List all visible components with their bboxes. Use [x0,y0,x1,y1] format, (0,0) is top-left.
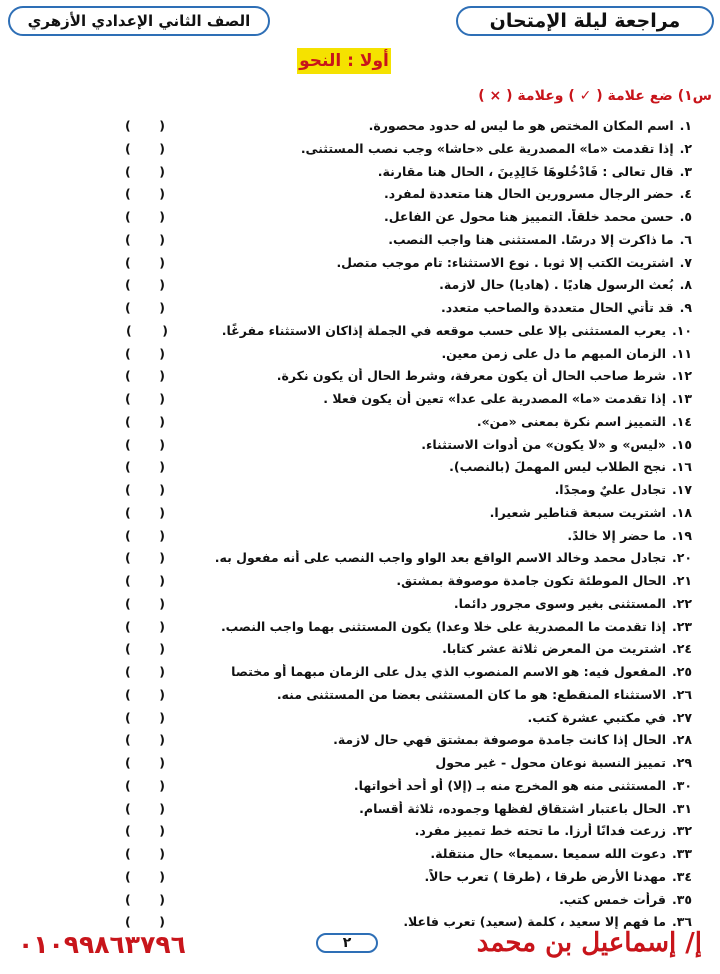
paren-close: ) [159,163,165,179]
question-number: ١٥. [671,436,692,452]
question-text [388,232,692,247]
question-body: إذا تقدمت ما المصدرية على خلا وعدا) يكون المستثنى بهما واجب النصب. [220,618,666,634]
question-text [415,823,692,838]
paren-open: ( [125,459,131,475]
question-row [0,206,720,229]
author-signature: إ/ إسماعيل بن محمد [476,928,702,958]
question-text [559,892,692,907]
paren-open: ( [125,391,131,406]
paren-open: ( [125,209,131,224]
answer-parentheses[interactable] [125,892,165,907]
paren-close: ) [159,209,165,224]
question-row [0,707,720,730]
paren-close: ) [159,140,165,156]
answer-parentheses[interactable] [125,778,165,793]
paren-close: ) [159,300,165,315]
paren-open: ( [125,800,131,816]
question-body: قال تعالى : فَادْخُلوهَا خَالِدِينَ ، الحال هنا مقارنة. [377,163,674,179]
question-row [0,183,720,206]
question-body: دعوت الله سميعا .سميعا» حال منتقلة. [430,846,666,861]
instruction-text: س١) ضع علامة ( [596,88,712,104]
x-mark-icon: × [489,88,502,104]
question-row [0,434,720,457]
question-row [0,752,720,775]
question-number: ٧. [679,254,692,270]
question-text [424,869,692,884]
paren-open: ( [125,891,131,907]
paren-close: ) [159,686,165,702]
answer-parentheses[interactable] [125,368,165,383]
question-body: تجادل عليٌ ومجدًا. [554,482,666,497]
answer-parentheses[interactable] [125,596,165,611]
paren-close: ) [159,277,165,293]
question-text [378,164,692,179]
question-body: اشتريت سبعة قناطير شعيرا. [489,504,666,520]
paren-open: ( [125,823,131,839]
paren-close: ) [159,368,165,384]
paren-close: ) [162,322,168,338]
question-number: ٤. [679,186,692,202]
review-title-badge [456,6,714,36]
answer-parentheses[interactable] [125,687,165,702]
answer-parentheses[interactable] [125,573,165,588]
question-number: ٩. [679,300,692,315]
question-text [555,482,692,497]
question-row [0,638,720,661]
question-row [0,479,720,502]
paren-open: ( [125,732,131,748]
paren-open: ( [125,550,131,566]
question-text [403,914,692,929]
question-number: ١٠. [671,322,692,338]
question-row [0,297,720,320]
question-row [0,570,720,593]
question-row [0,889,720,912]
question-row [0,820,720,843]
question-body: شرط صاحب الحال أن يكون معرفة، وشرط الحال أن يكون نكرة. [276,368,666,384]
paren-open: ( [125,300,131,315]
question-text [439,277,692,292]
paren-close: ) [159,595,165,611]
paren-open: ( [126,322,132,338]
question-body: تجادل محمد وخالد الاسم الواقع بعد الواو واجب النصب على أنه مفعول به. [214,550,666,566]
answer-parentheses[interactable] [125,232,165,247]
paren-open: ( [125,595,131,611]
question-number: ٢٧. [671,709,692,725]
question-row [0,161,720,184]
question-number: ٢٥. [671,664,692,679]
answer-parentheses[interactable] [125,823,165,838]
question-text [442,641,692,656]
question-row [0,456,720,479]
paren-close: ) [159,664,165,679]
paren-open: ( [125,277,131,293]
question-number: ١٨. [671,504,692,520]
paren-close: ) [159,709,165,725]
question-body: قد تأتي الحال متعددة والصاحب متعدد. [440,300,674,315]
paren-close: ) [159,186,165,202]
answer-parentheses[interactable] [125,801,165,816]
answer-parentheses[interactable] [125,710,165,725]
answer-parentheses[interactable] [125,482,165,497]
paren-close: ) [159,868,165,884]
question-row [0,229,720,252]
question-number: ١٢. [671,368,692,384]
question-body: حضر الرجال مسرورين الحال هنا متعددة لمفرد. [384,186,674,202]
paren-open: ( [125,527,131,543]
question-number: ٥. [679,209,692,224]
question-number: ١٦. [671,459,692,475]
question-number: ١٣. [671,391,692,406]
page-number-badge [316,933,378,953]
page-number: ٢ [342,935,352,951]
question-row [0,525,720,548]
question-number: ١٩. [671,527,692,543]
answer-parentheses[interactable] [125,869,165,884]
answer-parentheses[interactable] [125,619,165,634]
question-text [421,437,692,452]
question-row [0,616,720,639]
paren-open: ( [125,413,131,429]
paren-close: ) [159,755,165,770]
answer-parentheses[interactable] [125,846,165,861]
paren-close: ) [159,413,165,429]
question-body: الحال باعتبار اشتقاق لفظها وجموده، ثلاثة أقسام. [359,800,666,816]
paren-close: ) [159,800,165,816]
question-instruction [372,88,712,104]
answer-parentheses[interactable] [125,437,165,452]
question-row [0,547,720,570]
question-number: ٢٠. [671,550,692,566]
questions-list [0,115,720,935]
paren-open: ( [125,755,131,770]
question-text [215,550,692,565]
question-number: ٢٨. [671,732,692,748]
paren-close: ) [159,482,165,497]
answer-parentheses[interactable] [125,277,165,292]
paren-open: ( [125,482,131,497]
section-title [297,48,391,74]
grade-title: الصف الثاني الإعدادي الأزهري [27,12,251,30]
question-number: ٣٦. [671,914,692,930]
question-number: ٨. [679,277,692,293]
paren-close: ) [159,891,165,907]
question-number: ٢١. [671,573,692,588]
question-row [0,684,720,707]
question-body: الحال إذا كانت جامدة موصوفة بمشتق فهي حال لازمة. [333,732,666,748]
answer-parentheses[interactable] [125,186,165,201]
question-body: التمييز اسم نكرة بمعنى «من». [476,413,666,429]
question-body: المستثنى بغير وسوى مجرور دائما. [453,595,666,611]
question-row [0,798,720,821]
question-text [301,141,692,156]
question-text [567,528,692,543]
question-text [384,209,692,224]
paren-close: ) [159,254,165,270]
review-title: مراجعة ليلة الإمتحان [489,10,681,32]
question-body: الحال الموطئة تكون جامدة موصوفة بمشتق. [396,573,666,588]
question-body: إذا تقدمت «ما» المصدرية على عدا» تعين أن يكون فعلا . [323,391,666,406]
question-number: ٢٦. [671,686,692,702]
paren-open: ( [125,868,131,884]
question-text [222,323,692,338]
question-text [527,710,692,725]
answer-parentheses[interactable] [125,528,165,543]
paren-open: ( [125,573,131,588]
question-body: اسم المكان المختص هو ما ليس له حدود محصورة. [368,118,674,133]
question-row [0,365,720,388]
question-text [369,118,692,133]
question-row [0,343,720,366]
question-row [0,388,720,411]
paren-close: ) [159,823,165,839]
answer-parentheses[interactable] [125,755,165,770]
question-row [0,502,720,525]
paren-close: ) [159,459,165,475]
paren-open: ( [125,618,131,634]
paren-open: ( [125,118,131,133]
question-text [277,687,692,702]
paren-close: ) [159,846,165,861]
question-body: تمييز النسبة نوعان محول - غير محول [435,755,666,770]
question-body: المفعول فيه: هو الاسم المنصوب الذي يدل على الزمان مبهما أو مختصا [231,664,666,679]
question-row [0,274,720,297]
question-body: حسن محمد خلقاً. التمييز هنا محول عن الفاعل. [384,209,674,224]
question-row [0,775,720,798]
question-text [231,664,692,679]
question-number: ٣٠. [671,777,692,793]
instruction-end: ) [478,88,485,104]
paren-open: ( [125,664,131,679]
paren-close: ) [159,777,165,793]
question-number: ١١. [671,345,692,361]
paren-open: ( [125,709,131,725]
answer-parentheses[interactable] [125,209,165,224]
question-number: ١٤. [671,413,692,429]
question-text [336,255,692,270]
paren-close: ) [159,914,165,930]
question-number: ٢. [679,140,692,156]
paren-open: ( [125,163,131,179]
question-row [0,843,720,866]
question-number: ٣٤. [671,868,692,884]
question-text [449,459,692,474]
answer-parentheses[interactable] [125,346,165,361]
answer-parentheses[interactable] [125,414,165,429]
paren-open: ( [125,140,131,156]
paren-open: ( [125,846,131,861]
question-body: الزمان المبهم ما دل على زمن معين. [441,345,666,361]
question-body: المستثنى منه هو المخرج منه بـ (إلا) أو أحد أخواتها. [353,777,666,793]
question-body: ما ذاكرت إلا درسًا. المستثنى هنا واجب النصب. [388,231,674,247]
answer-parentheses[interactable] [125,391,165,406]
question-row [0,115,720,138]
paren-close: ) [159,436,165,452]
paren-close: ) [159,573,165,588]
paren-open: ( [125,504,131,520]
question-text [277,368,692,383]
question-number: ٢٣. [671,618,692,634]
question-number: ٣. [679,163,692,179]
check-mark-icon: ✓ [579,88,592,104]
question-row [0,411,720,434]
question-text [430,846,692,861]
answer-parentheses[interactable] [125,914,165,929]
paren-open: ( [125,777,131,793]
paren-open: ( [125,686,131,702]
answer-parentheses[interactable] [125,141,165,156]
question-text [221,619,692,634]
question-body: في مكتبي عشرة كتب. [527,709,666,725]
paren-open: ( [125,641,131,657]
paren-close: ) [159,504,165,520]
question-number: ٣٥. [671,891,692,907]
paren-open: ( [125,231,131,247]
question-text [454,596,692,611]
question-text [477,414,692,429]
paren-open: ( [125,436,131,452]
question-number: ٢٢. [671,595,692,611]
question-number: ٣٢. [671,823,692,839]
question-body: ما فهم إلا سعيد ، كلمة (سعيد) تعرب فاعلا. [403,914,666,930]
question-row [0,729,720,752]
answer-parentheses[interactable] [125,300,165,315]
paren-close: ) [159,345,165,361]
question-body: بُعث الرسول هاديًا . (هاديا) حال لازمة. [439,277,674,293]
paren-open: ( [125,186,131,202]
question-row [0,661,720,684]
question-row [0,320,720,343]
paren-open: ( [125,254,131,270]
paren-close: ) [159,231,165,247]
paren-close: ) [159,732,165,748]
question-text [333,732,692,747]
answer-parentheses[interactable] [125,732,165,747]
phone-number: ٠١٠٩٩٨٦٣٧٩٦ [18,930,186,959]
question-body: الاستثناء المنقطع: هو ما كان المستثنى بعضا من المستثنى منه. [276,686,666,702]
paren-open: ( [125,345,131,361]
question-number: ١٧. [671,482,692,497]
question-text [354,778,692,793]
paren-close: ) [159,118,165,133]
question-text [323,391,692,406]
question-body: قرأت خمس كتبٍ. [559,891,666,907]
answer-parentheses[interactable] [125,664,165,679]
answer-parentheses[interactable] [125,164,165,179]
question-number: ٢٩. [671,755,692,770]
question-text [384,186,692,201]
question-number: ٣١. [671,800,692,816]
answer-parentheses[interactable] [125,550,165,565]
question-row [0,866,720,889]
section-title-text: أولا : النحو [299,51,389,71]
answer-parentheses[interactable] [125,255,165,270]
question-body: مهدنا الأرض طرقا ، (طرقا ) تعرب حالاً. [424,868,666,884]
paren-close: ) [159,391,165,406]
question-body: إذا تقدمت «ما» المصدرية على «حاشا» وجب نصب المستثنى. [300,140,674,156]
answer-parentheses[interactable] [125,459,165,474]
paren-open: ( [125,368,131,384]
question-body: نجح الطلاب ليس المهملَ (بالنصب). [449,459,666,475]
answer-parentheses[interactable] [125,641,165,656]
grade-title-badge [8,6,270,36]
question-number: ٦. [679,231,692,247]
question-row [0,138,720,161]
question-text [490,505,692,520]
question-body: اشتريت من المعرض ثلاثة عشر كتابا. [442,641,666,657]
answer-parentheses[interactable] [126,323,168,338]
paren-close: ) [159,641,165,657]
answer-parentheses[interactable] [125,118,165,133]
paren-open: ( [125,914,131,930]
answer-parentheses[interactable] [125,505,165,520]
instruction-middle: ) وعلامة ( [506,88,575,104]
question-body: يعرب المستثنى بإلا على حسب موقعه في الجملة إذاكان الاستثناء مفرغًا. [221,322,666,338]
question-number: ١. [679,118,692,133]
question-body: اشتريت الكتب إلا ثوبا . نوع الاستثناء: تام موجب متصل. [336,254,674,270]
question-body: ما حضر إلا خالدً. [567,527,666,543]
question-body: زرعت فدانًا أرزا. ما تحته خط تمييز مفرد. [414,823,666,839]
paren-close: ) [159,527,165,543]
paren-close: ) [159,618,165,634]
question-text [435,755,692,770]
question-row [0,252,720,275]
question-text [396,573,692,588]
question-row [0,593,720,616]
question-text [359,801,692,816]
paren-close: ) [159,550,165,566]
question-body: «ليس» و «لا يكون» من أدوات الاستثناء. [421,436,666,452]
question-number: ٢٤. [671,641,692,657]
question-number: ٣٣. [671,846,692,861]
question-text [441,300,692,315]
question-text [441,346,692,361]
